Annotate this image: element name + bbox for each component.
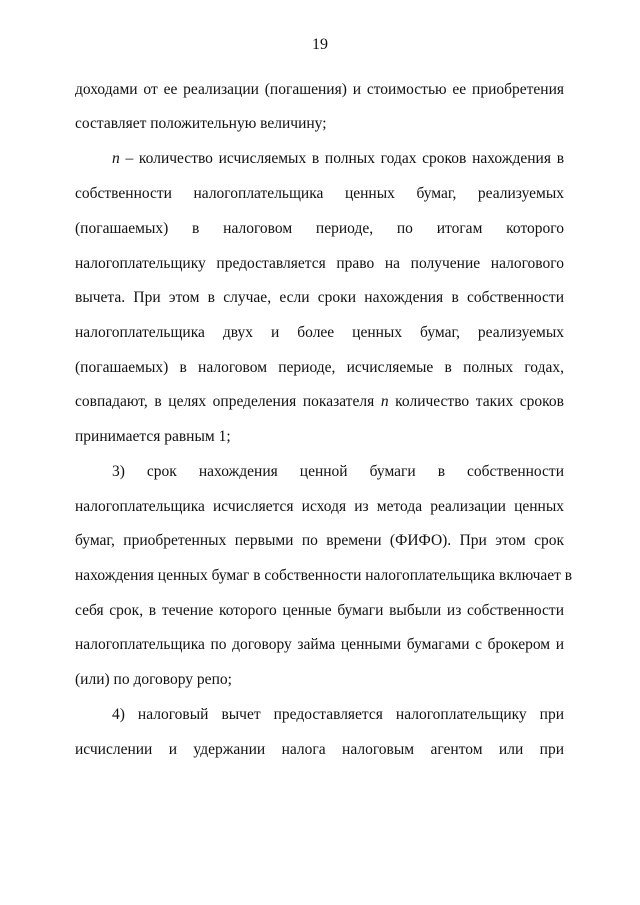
text-line: исчислении и удержании налога налоговым агентом или при [75, 741, 564, 758]
text-line: вычета. При этом в случае, если сроки нахождения в собственности [75, 289, 564, 306]
text-line: себя срок, в течение которого ценные бумаги выбыли из собственности [75, 602, 564, 619]
text-line: собственности налогоплательщика ценных бумаг, реализуемых [75, 185, 564, 202]
text-line: бумаг, приобретенных первыми по времени (ФИФО). При этом срок [75, 532, 564, 549]
text-line: налогоплательщика по договору займа ценными бумагами с брокером и [75, 636, 564, 653]
text-line [112, 149, 564, 169]
text-line-part: – количество исчисляемых в полных годах сроков нахождения в [125, 150, 565, 167]
text-line: (погашаемых) в налоговом периоде, по итогам которого [75, 220, 564, 237]
text-line: налогоплательщика двух и более ценных бумаг, реализуемых [75, 324, 564, 341]
text-line: 3) срок нахождения ценной бумаги в собственности [112, 463, 564, 480]
text-line: (или) по договору репо; [75, 671, 232, 688]
text-line: (погашаемых) в налоговом периоде, исчисляемые в полных годах, [75, 359, 564, 376]
variable-n: n [380, 393, 389, 410]
variable-n: n [112, 150, 120, 167]
text-line: доходами от ее реализации (погашения) и стоимостью ее приобретения [75, 81, 564, 98]
text-line: налогоплательщика исчисляется исходя из метода реализации ценных [75, 498, 564, 515]
text-line: принимается равным 1; [75, 428, 231, 445]
text-line-part: количество таких сроков [395, 393, 564, 410]
page-number: 19 [312, 36, 328, 53]
text-line: налогоплательщику предоставляется право на получение налогового [75, 255, 564, 272]
text-line: составляет положительную величину; [75, 115, 327, 132]
text-line [75, 392, 564, 412]
text-line: нахождения ценных бумаг в собственности налогоплательщика включает в [75, 567, 573, 584]
text-line: 4) налоговый вычет предоставляется налогоплательщику при [112, 706, 564, 723]
text-line-part: совпадают, в целях определения показателя [75, 393, 375, 410]
